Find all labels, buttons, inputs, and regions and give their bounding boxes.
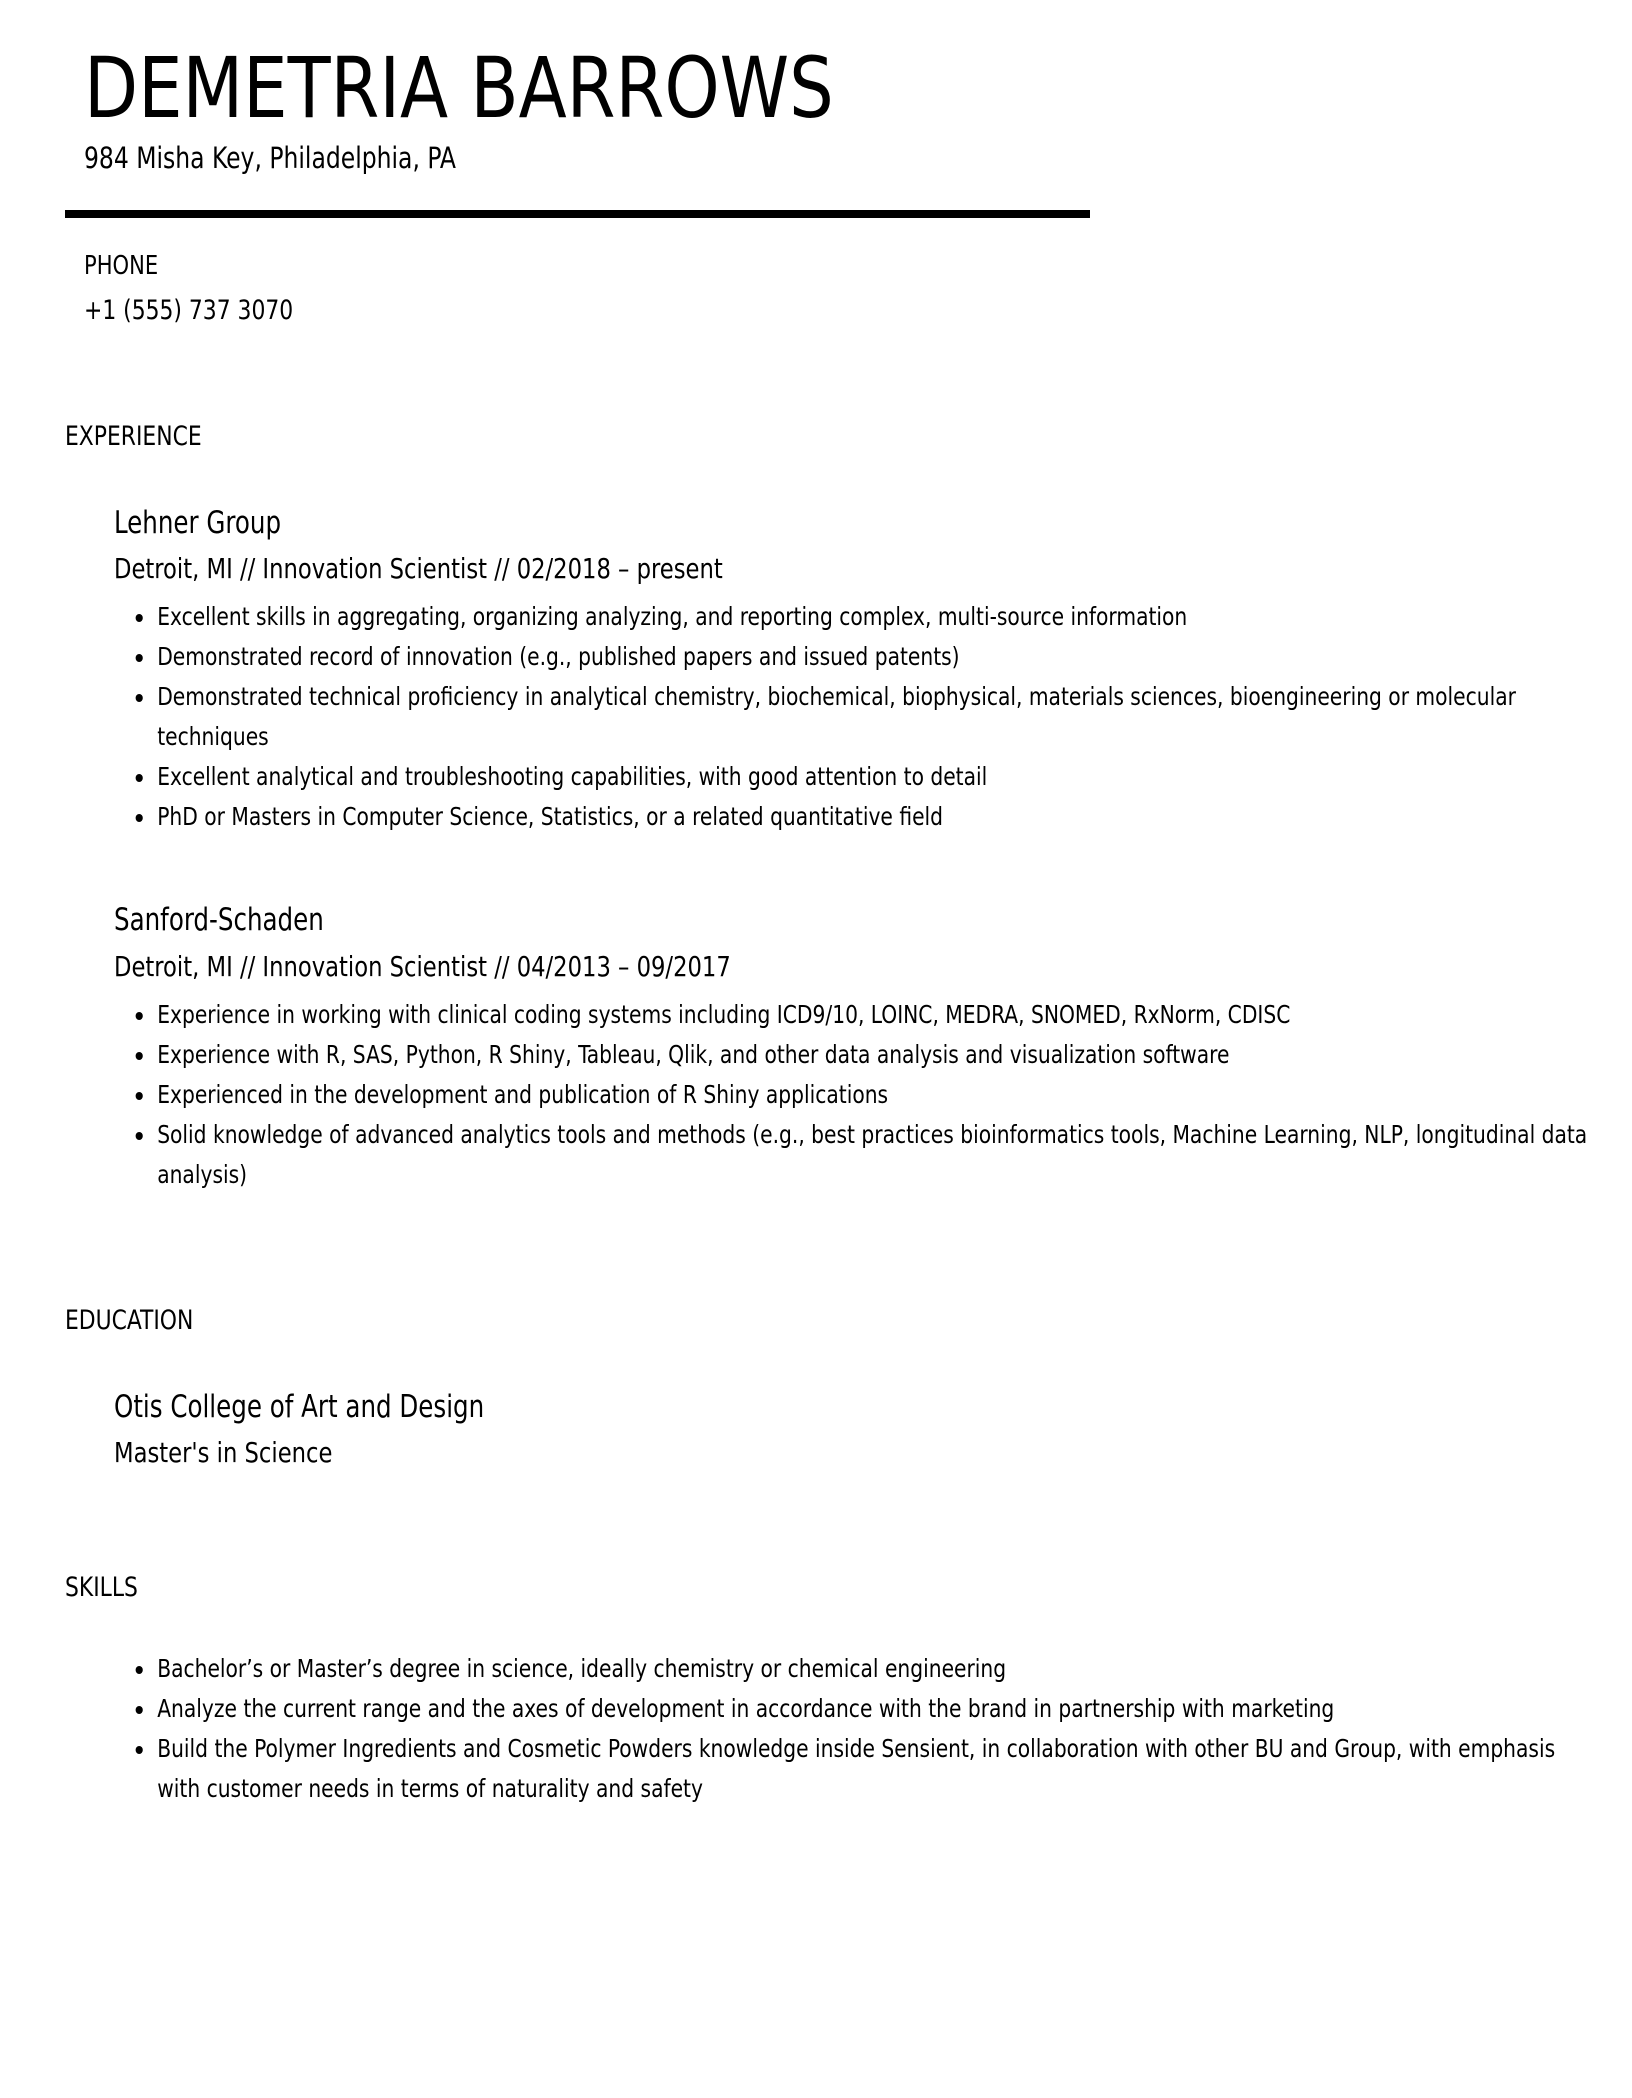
job-meta: Detroit, MI // Innovation Scientist // 04/2013 – 09/2017 [114,950,731,983]
job-company: Sanford-Schaden [114,902,324,938]
list-item: Solid knowledge of advanced analytics tools and methods (e.g., best practices bioinformatics tools, Machine Learning, NLP, longitudinal data analysis) [114,1115,1597,1195]
job-bullets [114,995,1588,1195]
list-item: Bachelor’s or Master’s degree in science, ideally chemistry or chemical engineering [114,1649,1597,1689]
list-item: Analyze the current range and the axes of development in accordance with the brand in partnership with marketing [114,1689,1597,1729]
list-item: Demonstrated record of innovation (e.g., published papers and issued patents) [114,637,1597,677]
section-title-experience: EXPERIENCE [65,421,202,452]
candidate-address: 984 Misha Key, Philadelphia, PA [84,141,456,175]
phone-label: PHONE [84,251,159,281]
list-item: Demonstrated technical proficiency in analytical chemistry, biochemical, biophysical, materials sciences, bioengineering or molecular techniques [114,677,1597,757]
job-company: Lehner Group [114,505,282,541]
list-item: PhD or Masters in Computer Science, Statistics, or a related quantitative field [114,797,1597,837]
skills-bullets [114,1649,1554,1809]
list-item: Build the Polymer Ingredients and Cosmetic Powders knowledge inside Sensient, in collaboration with other BU and Group, with emphasis with customer needs in terms of naturality and safety [114,1729,1597,1809]
job-bullets [114,597,1554,837]
section-title-skills: SKILLS [65,1572,138,1603]
list-item: Excellent analytical and troubleshooting capabilities, with good attention to detail [114,757,1597,797]
candidate-name: DEMETRIA BARROWS [84,39,834,137]
list-item: Experienced in the development and publication of R Shiny applications [114,1075,1597,1115]
list-item: Experience in working with clinical coding systems including ICD9/10, LOINC, MEDRA, SNOMED, RxNorm, CDISC [114,995,1597,1035]
section-title-education: EDUCATION [65,1305,194,1336]
list-item: Excellent skills in aggregating, organizing analyzing, and reporting complex, multi-source information [114,597,1597,637]
school-name: Otis College of Art and Design [114,1389,485,1425]
phone-number: +1 (555) 737 3070 [84,295,294,326]
degree: Master's in Science [114,1436,333,1469]
job-meta: Detroit, MI // Innovation Scientist // 02/2018 – present [114,552,723,585]
header-divider [65,210,1090,218]
list-item: Experience with R, SAS, Python, R Shiny, Tableau, Qlik, and other data analysis and visualization software [114,1035,1597,1075]
